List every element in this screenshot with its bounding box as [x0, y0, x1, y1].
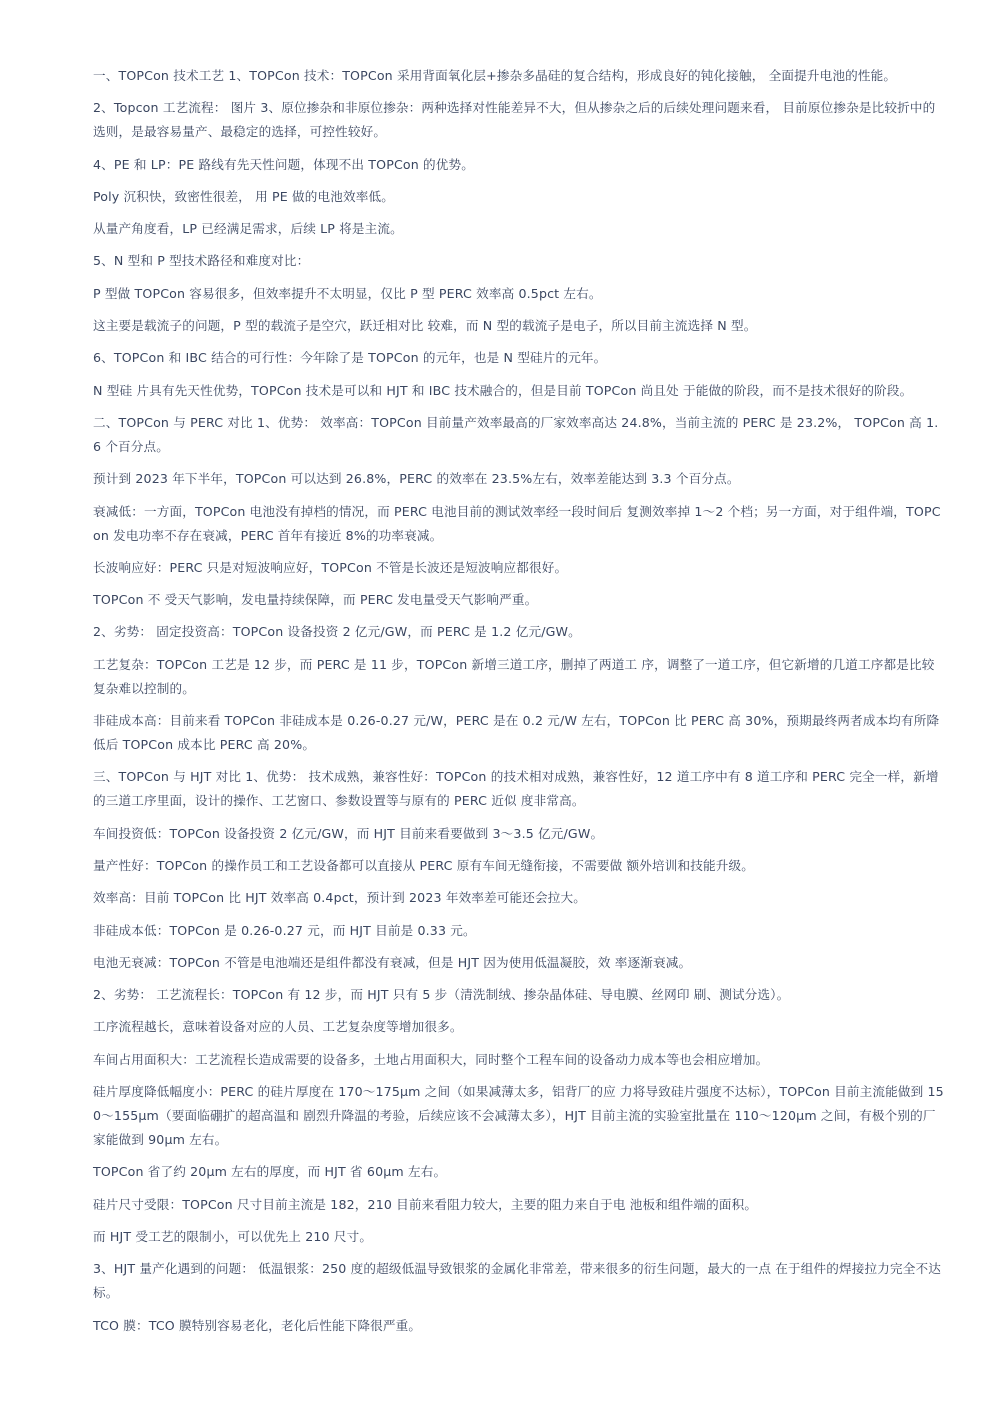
paragraph: 衰减低：一方面，TOPCon 电池没有掉档的情况，而 PERC 电池目前的测试效率经一段时间后 复测效率掉 1～2 个档；另一方面，对于组件端，TOPCon 发电功率不存在衰减，PERC 首年有接近 8%的功率衰减。: [93, 503, 941, 543]
paragraph: 4、PE 和 LP：PE 路线有先天性问题，体现不出 TOPCon 的优势。: [93, 156, 474, 172]
paragraph: TOPCon 不 受天气影响，发电量持续保障，而 PERC 发电量受天气影响严重。: [93, 592, 538, 608]
paragraph: 三、TOPCon 与 HJT 对比 1、优势： 技术成熟，兼容性好：TOPCon 的技术相对成熟，兼容性好，12 道工序中有 8 道工序和 PERC 完全一样，新增的三道工序里面，设计的操作、工艺窗口、参数设置等与原有的 PERC 近似 度非常高。: [93, 769, 939, 809]
paragraph: Poly 沉积快，致密性很差， 用 PE 做的电池效率低。: [93, 188, 394, 204]
paragraph: 这主要是载流子的问题，P 型的载流子是空穴，跃迁相对比 较难，而 N 型的载流子是电子，所以目前主流选择 N 型。: [93, 318, 757, 334]
paragraph: N 型硅 片具有先天性优势，TOPCon 技术是可以和 HJT 和 IBC 技术融合的，但是目前 TOPCon 尚且处 于能做的阶段，而不是技术很好的阶段。: [93, 382, 913, 398]
paragraph: 而 HJT 受工艺的限制小，可以优先上 210 尺寸。: [93, 1228, 373, 1244]
paragraph: TCO 膜：TCO 膜特别容易老化，老化后性能下降很严重。: [93, 1317, 422, 1333]
paragraph: 硅片厚度降低幅度小：PERC 的硅片厚度在 170～175μm 之间（如果减薄太多，铝背厂的应 力将导致硅片强度不达标），TOPCon 目前主流能做到 150～155μm（要面临硼扩的超高温和 剧烈升降温的考验，后续应该不会减薄太多），HJT 目前主流的实验室批量在 110～120μm 之间，有极个别的厂家能做到 90μm 左右。: [93, 1084, 944, 1148]
paragraph: 二、TOPCon 与 PERC 对比 1、优势： 效率高：TOPCon 目前量产效率最高的厂家效率高达 24.8%，当前主流的 PERC 是 23.2%， TOPCon 高 1.6 个百分点。: [93, 414, 939, 454]
paragraph: 2、劣势： 工艺流程长：TOPCon 有 12 步，而 HJT 只有 5 步（清洗制绒、掺杂晶体硅、导电膜、丝网印 刷、测试分选）。: [93, 987, 790, 1003]
paragraph: P 型做 TOPCon 容易很多，但效率提升不太明显，仅比 P 型 PERC 效率高 0.5pct 左右。: [93, 285, 602, 301]
paragraph: 电池无衰减：TOPCon 不管是电池端还是组件都没有衰减，但是 HJT 因为使用低温凝胶，效 率逐渐衰减。: [93, 954, 692, 970]
document-body: [93, 64, 945, 1346]
paragraph: 预计到 2023 年下半年，TOPCon 可以达到 26.8%，PERC 的效率在 23.5%左右，效率差能达到 3.3 个百分点。: [93, 471, 740, 487]
paragraph: 效率高：目前 TOPCon 比 HJT 效率高 0.4pct，预计到 2023 年效率差可能还会拉大。: [93, 890, 587, 906]
paragraph: 硅片尺寸受限：TOPCon 尺寸目前主流是 182，210 目前来看阻力较大，主要的阻力来自于电 池板和组件端的面积。: [93, 1196, 758, 1212]
paragraph: 车间投资低：TOPCon 设备投资 2 亿元/GW，而 HJT 目前来看要做到 3～3.5 亿元/GW。: [93, 825, 604, 841]
paragraph: 工艺复杂：TOPCon 工艺是 12 步，而 PERC 是 11 步，TOPCon 新增三道工序，删掉了两道工 序，调整了一道工序，但它新增的几道工序都是比较复杂难以控制的。: [93, 656, 935, 696]
paragraph: 2、劣势： 固定投资高：TOPCon 设备投资 2 亿元/GW，而 PERC 是 1.2 亿元/GW。: [93, 624, 581, 640]
paragraph: 5、N 型和 P 型技术路径和难度对比：: [93, 253, 310, 269]
paragraph: 车间占用面积大：工艺流程长造成需要的设备多，土地占用面积大，同时整个工程车间的设备动力成本等也会相应增加。: [93, 1051, 769, 1067]
paragraph: 非硅成本低：TOPCon 是 0.26-0.27 元，而 HJT 目前是 0.33 元。: [93, 922, 476, 938]
paragraph: 6、TOPCon 和 IBC 结合的可行性：今年除了是 TOPCon 的元年，也是 N 型硅片的元年。: [93, 350, 607, 366]
paragraph: 一、TOPCon 技术工艺 1、TOPCon 技术：TOPCon 采用背面氧化层+掺杂多晶硅的复合结构，形成良好的钝化接触， 全面提升电池的性能。: [93, 68, 897, 83]
paragraph: 工序流程越长，意味着设备对应的人员、工艺复杂度等增加很多。: [93, 1019, 463, 1035]
paragraph: 长波响应好：PERC 只是对短波响应好，TOPCon 不管是长波还是短波响应都很好。: [93, 559, 568, 575]
paragraph: 3、HJT 量产化遇到的问题： 低温银浆：250 度的超级低温导致银浆的金属化非常差，带来很多的衍生问题，最大的一点 在于组件的焊接拉力完全不达标。: [93, 1261, 941, 1301]
paragraph: 从量产角度看，LP 已经满足需求，后续 LP 将是主流。: [93, 221, 403, 237]
paragraph: 量产性好：TOPCon 的操作员工和工艺设备都可以直接从 PERC 原有车间无缝衔接，不需要做 额外培训和技能升级。: [93, 857, 754, 873]
paragraph: TOPCon 省了约 20μm 左右的厚度，而 HJT 省 60μm 左右。: [93, 1164, 447, 1180]
paragraph: 非硅成本高：目前来看 TOPCon 非硅成本是 0.26-0.27 元/W，PERC 是在 0.2 元/W 左右，TOPCon 比 PERC 高 30%，预期最终两者成本均有所降低后 TOPCon 成本比 PERC 高 20%。: [93, 713, 940, 753]
paragraph: 2、Topcon 工艺流程： 图片 3、原位掺杂和非原位掺杂：两种选择对性能差异不大，但从掺杂之后的后续处理问题来看， 目前原位掺杂是比较折中的选则，是最容易量产、最稳定的选择，可控性较好。: [93, 100, 936, 140]
